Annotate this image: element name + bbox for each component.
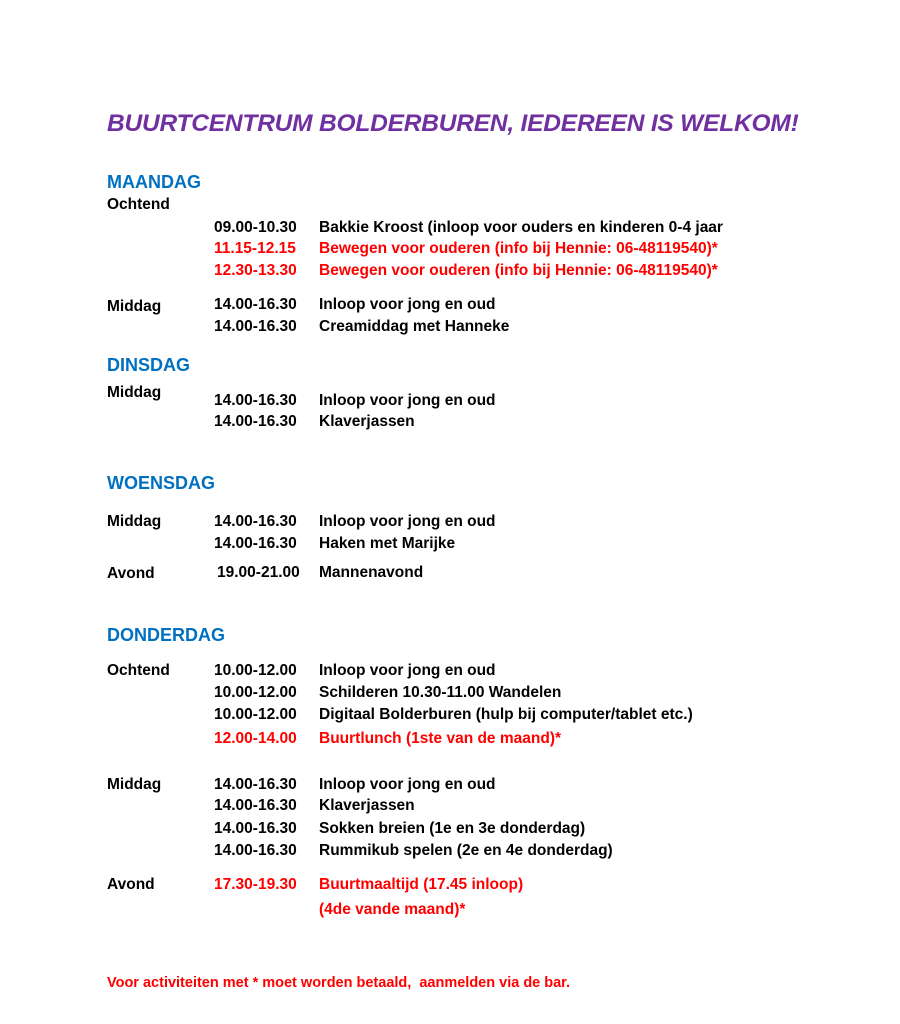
schedule-activity: Inloop voor jong en oud — [319, 513, 496, 530]
schedule-time: 14.00-16.30 — [214, 535, 297, 552]
schedule-time: 12.30-13.30 — [214, 262, 297, 279]
schedule-activity: Inloop voor jong en oud — [319, 392, 496, 409]
schedule-time: 14.00-16.30 — [214, 296, 297, 313]
schedule-activity: Inloop voor jong en oud — [319, 296, 496, 313]
schedule-time: 14.00-16.30 — [214, 776, 297, 793]
period-label-middag: Middag — [107, 513, 162, 530]
period-label-avond: Avond — [107, 565, 155, 582]
schedule-activity: Creamiddag met Hanneke — [319, 318, 510, 335]
schedule-time: 19.00-21.00 — [217, 564, 300, 581]
schedule-activity: Bewegen voor ouderen (info bij Hennie: 06-48119540)* — [319, 240, 718, 257]
schedule-time: 17.30-19.30 — [214, 876, 297, 893]
period-label-ochtend: Ochtend — [107, 662, 170, 679]
schedule-activity: Haken met Marijke — [319, 535, 456, 552]
period-label-middag: Middag — [107, 298, 162, 315]
schedule-time: 11.15-12.15 — [214, 240, 296, 257]
schedule-activity: Schilderen 10.30-11.00 Wandelen — [319, 684, 562, 701]
page-title: BUURTCENTRUM BOLDERBUREN, IEDEREEN IS WELKOM! — [107, 110, 799, 137]
period-label-avond: Avond — [107, 876, 155, 893]
schedule-time: 10.00-12.00 — [214, 662, 297, 679]
schedule-time: 09.00-10.30 — [214, 219, 297, 236]
day-heading-woensdag: WOENSDAG — [107, 473, 215, 493]
day-heading-donderdag: DONDERDAG — [107, 625, 226, 645]
day-heading-maandag: MAANDAG — [107, 172, 201, 192]
schedule-activity: Inloop voor jong en oud — [319, 776, 496, 793]
schedule-activity: Sokken breien (1e en 3e donderdag) — [319, 820, 586, 837]
schedule-time: 14.00-16.30 — [214, 842, 297, 859]
schedule-time: 14.00-16.30 — [214, 318, 297, 335]
schedule-activity: Klaverjassen — [319, 797, 415, 814]
payment-note: Voor activiteiten met * moet worden betaald, aanmelden via de bar. — [107, 975, 571, 991]
schedule-activity: Mannenavond — [319, 564, 424, 581]
schedule-time: 14.00-16.30 — [214, 513, 297, 530]
schedule-activity: Bewegen voor ouderen (info bij Hennie: 06-48119540)* — [319, 262, 718, 279]
period-label-middag: Middag — [107, 776, 162, 793]
schedule-activity: Klaverjassen — [319, 413, 415, 430]
schedule-time: 12.00-14.00 — [214, 730, 297, 747]
schedule-activity: Digitaal Bolderburen (hulp bij computer/tablet etc.) — [319, 706, 693, 723]
schedule-activity: Rummikub spelen (2e en 4e donderdag) — [319, 842, 613, 859]
period-label-middag: Middag — [107, 384, 162, 401]
schedule-time: 14.00-16.30 — [214, 820, 297, 837]
schedule-time: 10.00-12.00 — [214, 684, 297, 701]
schedule-activity: Inloop voor jong en oud — [319, 662, 496, 679]
schedule-time: 14.00-16.30 — [214, 413, 297, 430]
day-heading-dinsdag: DINSDAG — [107, 355, 191, 375]
schedule-time: 10.00-12.00 — [214, 706, 297, 723]
period-label-ochtend: Ochtend — [107, 196, 170, 213]
schedule-activity: Buurtmaaltijd (17.45 inloop) — [319, 876, 524, 893]
schedule-time: 14.00-16.30 — [214, 797, 297, 814]
schedule-activity: (4de vande maand)* — [319, 901, 466, 918]
schedule-activity: Bakkie Kroost (inloop voor ouders en kinderen 0-4 jaar — [319, 219, 723, 236]
schedule-activity: Buurtlunch (1ste van de maand)* — [319, 730, 562, 747]
schedule-time: 14.00-16.30 — [214, 392, 297, 409]
